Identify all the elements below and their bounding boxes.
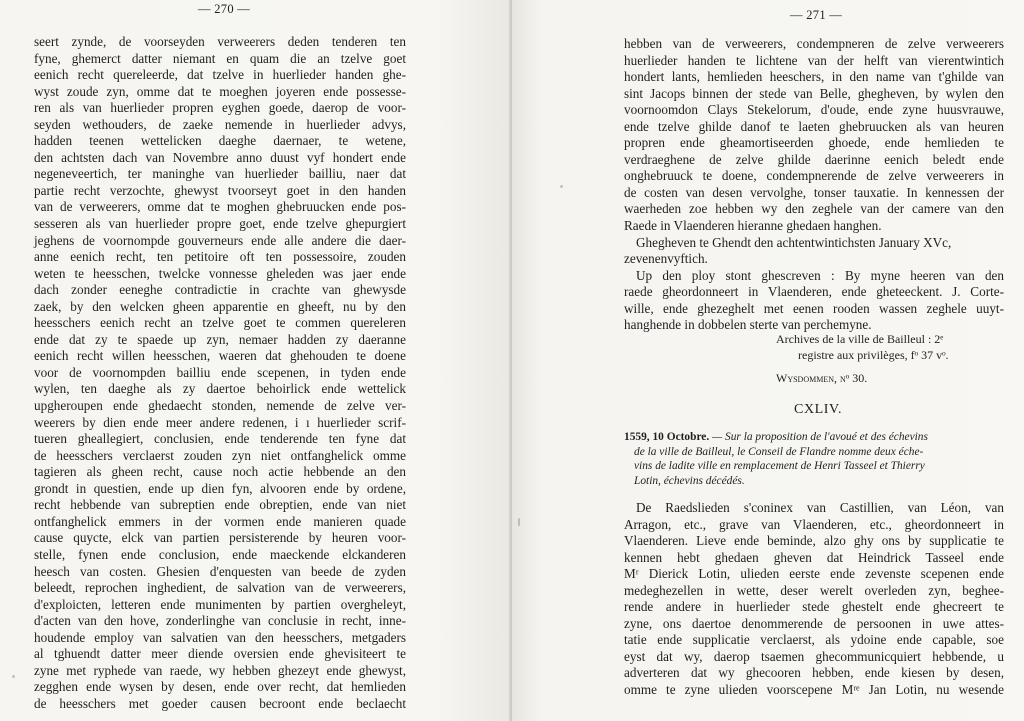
text-line: hondert lants, hemlieden heeschers, in den name van t'ghilde van [624,69,1004,85]
summary-line [624,430,1006,445]
text-line: jeghens de voornompde gouverneurs ende alle andere die daer- [34,232,406,248]
text-line: Ghegheven te Ghendt den achtentwintichsten January XVc, [636,234,952,250]
text-line: adverteren dat wy ghecooren hebben, ende kiesen by desen, [624,665,1004,681]
text-line: fyne, ghemerct datter niemant en quam die an tzelve goet [34,50,406,66]
text-line: de heesschers met goeder causen becroont ende beclaecht [34,695,406,711]
text-line: partie recht verzochte, ghewyst tvoorseyt goet in den handen [34,182,406,198]
summary-line: Lotin, échevins décédés. [634,474,745,487]
document-summary [624,430,1006,488]
text-line: hadden teenen wettelicken daeghe daernaer, te wetene, [34,133,406,149]
document-date: 1559, 10 Octobre. [624,431,710,443]
text-line: van de verweerers, omme dat te moghen ghebruucken ende pos- [34,199,406,215]
text-line: anne eenich recht, ten petitoire oft ten possessoire, zouden [34,249,406,265]
text-line: hanghende in dobbelen sterte van perchemyne. [624,317,872,333]
text-line: sesseren als van huerlieder propre goet, ende tzelve ghepurgiert [34,216,406,232]
text-line: Raede in Vlaenderen hieranne ghedaen hanghen. [624,218,882,234]
text-line: eenich recht willen heesschen, waeren dat ghehouden te doene [34,348,406,364]
text-line: onghebruuck te doene, condempnerende de zelve verweerers in [624,168,1004,184]
text-line: heesschers eenich recht an tzelve goet te commen quereleren [34,315,406,331]
right-page-number: — 271 — [790,8,843,22]
text-line: al tghuendt datter meer diende oversien ende ghevisiteert te [34,646,406,662]
text-line: houdende employ van salvatien van den heesschers, metgaders [34,629,406,645]
text-line: waerheden zoe hebben wy den zeghele van der camere van den [624,201,1004,217]
paper-speck [560,185,563,188]
text-line: zaek, by den welcken gheen apparentie en gheeft, nu by den [34,298,406,314]
section-number: CXLIV. [794,402,843,417]
text-line: recht hebbende van subreptien ende obreptien, ende van niet [34,497,406,513]
text-line: zevenenvyftich. [624,251,708,267]
text-line: Vlaenderen. Lieve ende beminde, alzo ghy ons by supplicatie te [624,533,1004,549]
text-line: de heesschers verclaerst zouden zyn niet ontfanghelick omme [34,447,406,463]
left-page-text [34,34,406,712]
text-line: omme te zyne ulieden voorscepene Mʳᵉ Jan Lotin, nu wesende [624,682,1004,698]
archive-source-line: registre aux privilèges, fᵒ 37 vᵒ. [798,347,949,362]
text-line: wylen, ten daeghe als zy daertoe behoirlick ende wettelick [34,381,406,397]
text-line: raede gheordonneert in Vlaenderen, ende gheteeckent. J. Corte- [624,284,1004,300]
text-line: tueren gheallegiert, conclusien, ende tenderende ten fyne dat [34,431,406,447]
text-line: medeghezellen in wette, deser werelt overleden zyn, beghee- [624,582,1004,598]
text-line: stelle, fynen ende conclusion, ende maeckende elckanderen [34,546,406,562]
paper-speck [12,675,15,678]
paper-speck [518,518,520,526]
document-body-text [624,500,1004,699]
archive-source [776,332,949,363]
left-page-number: — 270 — [198,2,251,16]
summary-line: de la ville de Bailleul, le Conseil de Flandre nomme deux éche- [634,445,924,458]
text-line: ren als van huerlieder propren eyghen goede, daerop de voor- [34,100,406,116]
right-page-text [624,36,1004,334]
text-line: Mʳ Dierick Lotin, ulieden eerste ende zevenste scepenen ende [624,566,1004,582]
text-line: eenich recht quereleerde, dat tzelve in huerlieder handen ghe- [34,67,406,83]
text-line: eyst dat wy, daerop tsaemen ghecommunicquiert hebbende, u [624,648,1004,664]
text-line: upgheroupen ende ghedaecht stonden, nemende de zelve ver- [34,398,406,414]
text-line: zyne met ryphede van raede, wy hebben ghezeyt ende ghewyst, [34,662,406,678]
text-line: d'exploicten, letteren ende munimenten by partien overgheleyt, [34,596,406,612]
text-line: ende dat zy te spaede up zyn, nemaer hadden zy daeranne [34,331,406,347]
text-line: zyne, ons daertoe denommerende de persoonen in uwe attes- [624,615,1004,631]
text-line: verdraeghene de zelve ghilde daerinne eenich beledt ende [624,151,1004,167]
editor-reference: Wysdommen, nᵒ 30. [776,371,868,385]
text-line: wyst zoude zyn, omme dat te moeghen joyeren ende possesse- [34,83,406,99]
text-line: Up den ploy stont ghescreven : By myne heeren van den [636,267,1004,283]
text-line: sint Jacops binnen der stede van Belle, ghegheven, by wylen den [624,85,1004,101]
text-line: heesch van costen. Ghesien d'enquesten van beede de zyden [34,563,406,579]
text-line: ende tzelve ghilde danof te laeten ghebruucken als van heuren [624,118,1004,134]
text-line: weerers by dien ende meer andere redenen, i ı huerlieder scrif- [34,414,406,430]
text-line: grondt in questien, ende up dien fyn, alvooren ende by ordene, [34,480,406,496]
text-line: tatie ende supplicatie verclaerst, als ydoine ende capable, soe [624,632,1004,648]
archive-source-line: Archives de la ville de Bailleul : 2ᵉ [776,332,944,346]
text-line: dach zonder eeneghe contradictie in crachte van ghewysde [34,282,406,298]
text-line: wille, ende ghezeghelt met eenen rooden wassen zeghele uuyt- [624,300,1004,316]
text-line: negeneveertich, ter maninghe van huerlieder bailliu, naer dat [34,166,406,182]
text-line: tagieren als gheen recht, cause noch actie hebbende an den [34,464,406,480]
summary-text: — Sur la proposition de l'avoué et des échevins [709,431,928,443]
text-line: Arragon, etc., grave van Vlaenderen, etc., gheordonneert in [624,516,1004,532]
text-line: De Raedslieden s'coninex van Castillien, van Léon, van [636,500,1004,515]
text-line: seert zynde, de voorseyden verweerers deden tenderen ten [34,34,406,49]
text-line: voor de voornompden bailliu ende scepenen, in tyden ende [34,364,406,380]
text-line: huerlieder handen te lichtene van der helft van vierentwintich [624,52,1004,68]
text-line: hebben van de verweerers, condempneren de zelve verweerers [624,36,1004,51]
text-line: de costen van desen vervolghe, tonser tauxatie. In kennessen der [624,184,1004,200]
text-line: beleedt, reprochen inghedient, de salvation van de verweerers, [34,580,406,596]
text-line: cause quycte, elck van partien persisterende by heuren voor- [34,530,406,546]
text-line: voornoomdon Clays Stekelorum, d'oude, ende zyne huusvrauwe, [624,102,1004,118]
text-line: zegghen ende wysen by desen, ende over recht, dat hemlieden [34,679,406,695]
text-line: den achtsten dach van Novembre anno duust vyf hondert ende [34,149,406,165]
text-line: seyden wethouders, de zaeke nemende in huerlieder advys, [34,116,406,132]
summary-line: vins de ladite ville en remplacement de Henri Tasseel et Thierry [634,460,925,473]
text-line: ontfanghelick emmers in der vormen ende manieren quade [34,513,406,529]
text-line: rende andere in huerlieder stede ghestelt ende ghecreert te [624,599,1004,615]
text-line: propren ende gheamortiseerden ghoede, ende hemlieden te [624,135,1004,151]
text-line: d'acten van den hove, zonderlinghe van conclusie in recht, inne- [34,613,406,629]
text-line: weten te heesschen, twelcke vonnesse gheleden was jaer ende [34,265,406,281]
text-line: kennen hebt ghedaen gheven dat Heindrick Tasseel ende [624,549,1004,565]
